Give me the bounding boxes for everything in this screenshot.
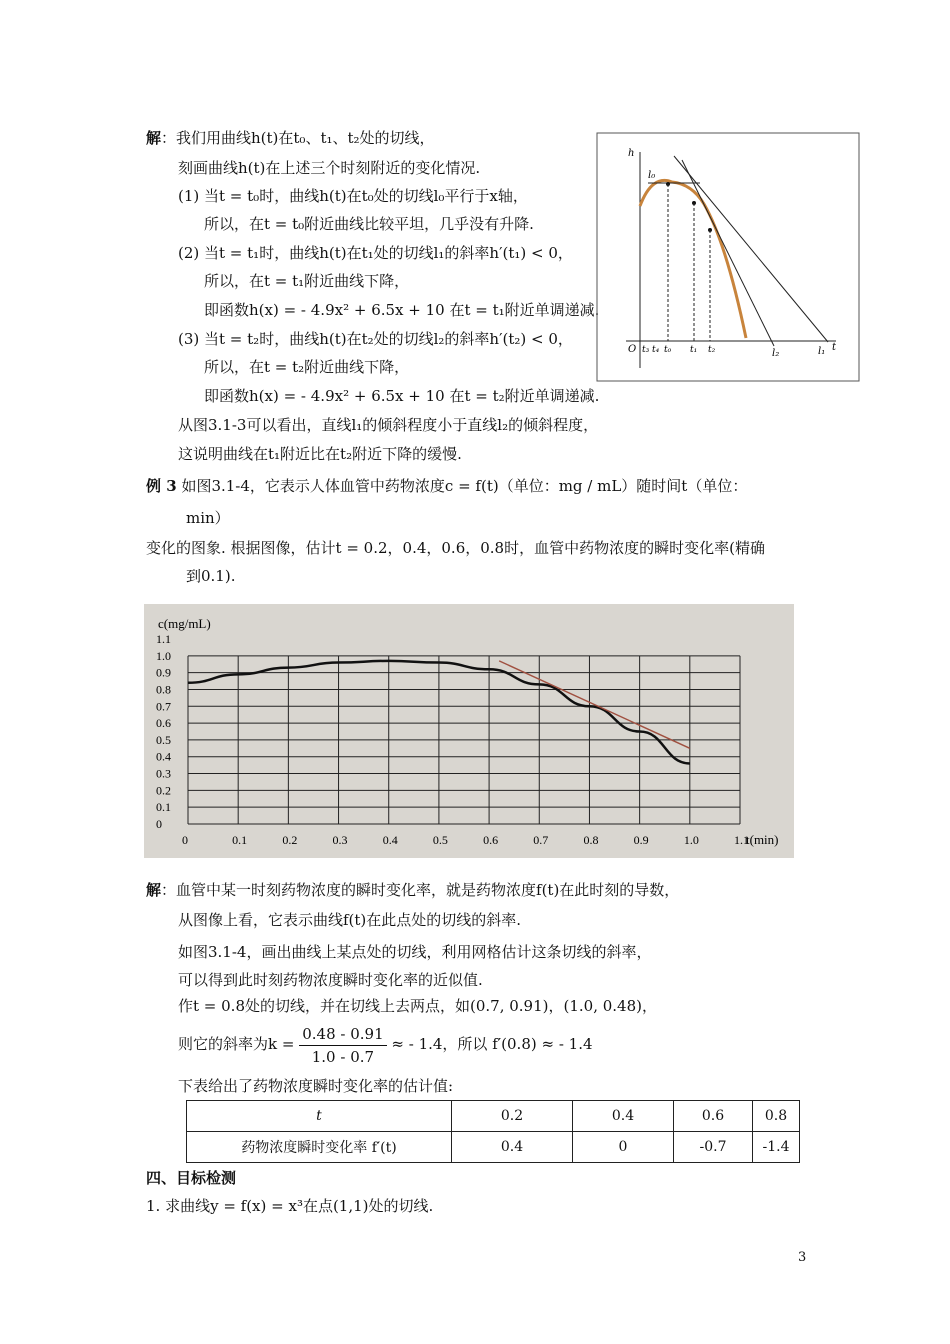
solution-1-line-2: 刻画曲线h(t)在上述三个时刻附近的变化情况. [178,159,481,177]
chart-y-label: c(mg/mL) [158,616,211,631]
solution-label: 解 [146,129,162,147]
y-tick-label: 0.2 [156,783,171,798]
x-tick-label: 0.5 [432,833,448,847]
fraction-denominator: 1.0 - 0.7 [311,1047,375,1066]
origin-label: O [628,344,637,355]
solution-1-line-9: 所以，在t = t₂附近曲线下降， [204,358,410,376]
y-tick-label: 0.5 [156,732,171,747]
solution-2-line-2: 从图像上看，它表示曲线f(t)在此点处的切线的斜率. [178,911,522,929]
tangent-l1 [674,156,828,342]
y-tick-label: 0.9 [156,665,171,680]
tick-t2: t₂ [708,345,716,355]
estimate-table [186,1100,800,1163]
y-tick-label: 1.0 [156,648,171,663]
solution-2-line-7: 下表给出了药物浓度瞬时变化率的估计值: [178,1077,454,1095]
y-tick-label: 0.1 [156,800,171,815]
l1-label: l₁ [818,346,826,357]
x-tick-label: 0.8 [583,833,599,847]
solution-2-line-5: 作t = 0.8处的切线，并在切线上去两点，如(0.7, 0.91)，(1.0, 0.48)， [178,997,657,1015]
x-tick-label: 0.1 [232,833,248,847]
example-3-line-1: 例 3 如图3.1-4，它表示人体血管中药物浓度c = f(t)（单位：mg / mL）随时间t（单位： [146,477,748,495]
page-number: 3 [798,1250,807,1265]
solution-2-line-3: 如图3.1-4，画出曲线上某点处的切线，利用网格估计这条切线的斜率， [178,943,652,961]
tick-t4: t₄ [652,345,660,355]
solution-1-line-8: (3) 当t = t₂时，曲线h(t)在t₂处的切线l₂的斜率h′(t₂) < 0， [178,330,573,348]
y-tick-label: 0.4 [156,749,171,764]
solution-1-line-6: 所以，在t = t₁附近曲线下降， [204,272,410,290]
x-tick-label: 0.3 [332,833,348,847]
h-axis-label: h [628,148,635,159]
solution-1-line-4: 所以，在t = t₀附近曲线比较平坦，几乎没有升降. [204,215,534,233]
table-cell: 0 [573,1132,674,1163]
x-tick-label: 0.6 [483,833,499,847]
slope-fraction [299,1023,386,1068]
l0-label: l₀ [648,170,656,181]
table-header-cell: 0.2 [452,1101,573,1132]
solution-2-label: 解 [146,881,162,899]
y-tick-label: 0.7 [156,699,171,714]
example-3-line-4: 到0.1). [186,567,236,585]
solution-1-line-10: 即函数h(x) = - 4.9x² + 6.5x + 10 在t = t₂附近单调递减. [204,387,600,405]
y-tick-label: 0 [156,817,162,831]
table-header-cell: 0.4 [573,1101,674,1132]
table-cell: -0.7 [674,1132,753,1163]
x-tick-label: 0.9 [633,833,649,847]
y-tick-label: 0.3 [156,766,171,781]
solution-1-line-7: 即函数h(x) = - 4.9x² + 6.5x + 10 在t = t₁附近单调递减. [204,301,600,319]
t-axis-label: t [832,342,837,353]
table-cell: 0.4 [452,1132,573,1163]
x-tick-label: 0.2 [282,833,298,847]
x-tick-label: 0.4 [382,833,398,847]
table-cell: -1.4 [753,1132,800,1163]
l2-label: l₂ [772,348,780,359]
y-tick-label: 0.8 [156,682,171,697]
table-header-cell: 0.8 [753,1101,800,1132]
fraction-numerator: 0.48 - 0.91 [299,1023,386,1046]
example-label: 例 3 [146,477,177,495]
example-3-line-3: 变化的图象. 根据图像，估计t = 0.2，0.4，0.6，0.8时，血管中药物浓度的瞬时变化率(精确 [146,539,765,557]
solution-2-line-6: 则它的斜率为k = $\frac{0.48 - 0.91}{1.0 - 0.7}$ ≈ - 1.4，所以 f′(0.8) ≈ - 1.4 [178,1024,593,1066]
section-4-title: 四、目标检测 [146,1169,237,1187]
x-tick-label: 1.1 [734,833,749,847]
table-row [187,1101,800,1132]
tick-t0: t₀ [664,345,672,355]
solution-2-line-4: 可以得到此时刻药物浓度瞬时变化率的近似值. [178,971,483,989]
x-tick-label: 0.7 [533,833,549,847]
solution-1-line-3: (1) 当t = t₀时，曲线h(t)在t₀处的切线l₀平行于x轴， [178,187,528,205]
table-header-t: t [187,1101,452,1132]
question-1: 1. 求曲线y = f(x) = x³在点(1,1)处的切线. [146,1197,434,1215]
x-tick-label: 0 [182,833,188,847]
example-3-line-2: min） [186,509,230,527]
table-row-label: 药物浓度瞬时变化率 f′(t) [187,1132,452,1163]
table-row [187,1132,800,1163]
x-tick-label: 1.0 [683,833,699,847]
tangent-l2 [682,160,774,346]
solution-1-line-11: 从图3.1-3可以看出，直线l₁的倾斜程度小于直线l₂的倾斜程度， [178,416,599,434]
solution-1-line-12: 这说明曲线在t₁附近比在t₂附近下降的缓慢. [178,445,462,463]
diagram-border [597,133,859,381]
chart-x-label: t(min) [746,832,779,847]
tangent-diagram [596,132,860,382]
tick-t3: t₃ [642,345,650,355]
solution-1-line-1: 解：我们用曲线h(t)在t₀、t₁、t₂处的切线， [146,129,435,147]
concentration-chart [144,604,794,858]
y-tick-label: 1.1 [156,632,171,646]
solution-2-line-1: 解：血管中某一时刻药物浓度的瞬时变化率，就是药物浓度f(t)在此时刻的导数， [146,881,680,899]
chart-photo-background [144,604,794,858]
tick-t1: t₁ [690,345,698,355]
table-header-cell: 0.6 [674,1101,753,1132]
y-tick-label: 0.6 [156,716,171,731]
solution-1-line-5: (2) 当t = t₁时，曲线h(t)在t₁处的切线l₁的斜率h′(t₁) < 0， [178,244,573,262]
